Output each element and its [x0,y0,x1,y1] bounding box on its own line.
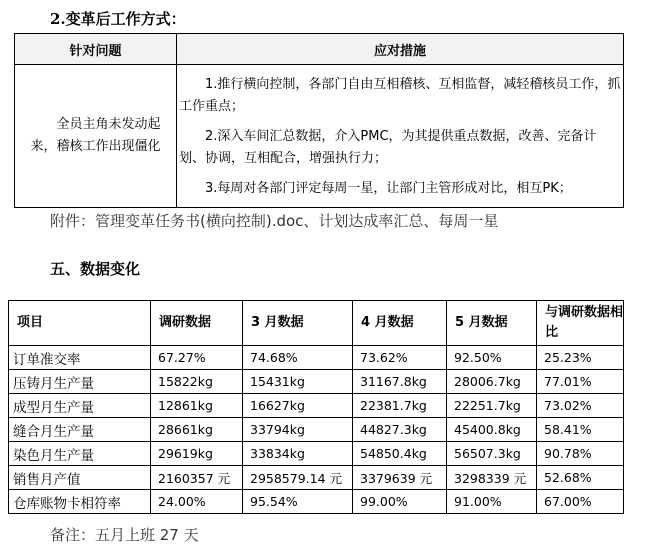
data-table-header [9,301,624,346]
issue-cell: 全员主角未发动起来，稽核工作出现僵化 [15,65,177,208]
row-item-label: 缝合月生产量 [9,418,151,442]
data-cell: 2958579.14 元 [243,466,353,490]
table-row [9,370,624,394]
header-issue: 针对问题 [15,34,177,65]
data-cell: 99.00% [353,490,447,514]
table-row [9,442,624,466]
data-cell: 28006.7kg [447,370,537,394]
data-cell: 56507.3kg [447,442,537,466]
data-cell: 45400.8kg [447,418,537,442]
row-item-label: 订单准交率 [9,346,151,370]
data-cell: 90.78% [537,442,624,466]
data-cell: 58.41% [537,418,624,442]
data-cell: 12861kg [151,394,243,418]
data-cell: 74.68% [243,346,353,370]
data-cell: 52.68% [537,466,624,490]
data-cell: 24.00% [151,490,243,514]
data-cell: 2160357 元 [151,466,243,490]
data-cell: 29619kg [151,442,243,466]
data-cell: 91.00% [447,490,537,514]
data-cell: 73.02% [537,394,624,418]
data-cell: 28661kg [151,418,243,442]
row-item-label: 压铸月生产量 [9,370,151,394]
header-cell: 项目 [9,301,151,346]
data-cell: 54850.4kg [353,442,447,466]
table-row [9,418,624,442]
header-cell: 4 月数据 [353,301,447,346]
data-cell: 31167.8kg [353,370,447,394]
data-cell: 67.00% [537,490,624,514]
header-cell: 5 月数据 [447,301,537,346]
data-cell: 15431kg [243,370,353,394]
table-row [9,490,624,514]
data-cell: 22251.7kg [447,394,537,418]
measure-item: 1.推行横向控制，各部门自由互相稽核、互相监督，减轻稽核员工作，抓工作重点； [179,77,621,114]
data-cell: 67.27% [151,346,243,370]
section-title-data-change: 五、数据变化 [50,260,141,278]
data-cell: 3298339 元 [447,466,537,490]
table-row [9,394,624,418]
data-cell: 22381.7kg [353,394,447,418]
table-row [9,346,624,370]
row-item-label: 染色月生产量 [9,442,151,466]
measure-item: 2.深入车间汇总数据，介入PMC，为其提供重点数据，改善、完备计划、协调，互相配合，增强执行力； [179,129,597,166]
row-item-label: 仓库账物卡相符率 [9,490,151,514]
table-row [9,466,624,490]
data-cell: 92.50% [447,346,537,370]
data-cell: 95.54% [243,490,353,514]
measures-table [14,33,624,208]
data-cell: 77.01% [537,370,624,394]
data-cell: 25.23% [537,346,624,370]
row-item-label: 成型月生产量 [9,394,151,418]
data-table [8,300,624,514]
data-cell: 16627kg [243,394,353,418]
header-cell: 3 月数据 [243,301,353,346]
attachment-line: 附件：管理变革任务书(横向控制).doc、计划达成率汇总、每周一星 [50,212,499,230]
measures-cell [177,65,624,208]
header-measures: 应对措施 [177,34,624,65]
data-cell: 15822kg [151,370,243,394]
row-item-label: 销售月产值 [9,466,151,490]
note-line: 备注：五月上班 27 天 [50,526,199,544]
data-cell: 44827.3kg [353,418,447,442]
data-cell: 73.62% [353,346,447,370]
data-table-body [9,346,624,514]
measures-table-row [15,65,624,208]
section-title-work-method: 2.变革后工作方式： [50,10,186,28]
measure-item: 3.每周对各部门评定每周一星，让部门主管形成对比，相互PK； [205,181,572,196]
data-cell: 33834kg [243,442,353,466]
header-cell: 调研数据 [151,301,243,346]
measures-table-header [15,34,624,65]
header-cell: 与调研数据相比 [537,301,624,346]
data-cell: 3379639 元 [353,466,447,490]
data-cell: 33794kg [243,418,353,442]
